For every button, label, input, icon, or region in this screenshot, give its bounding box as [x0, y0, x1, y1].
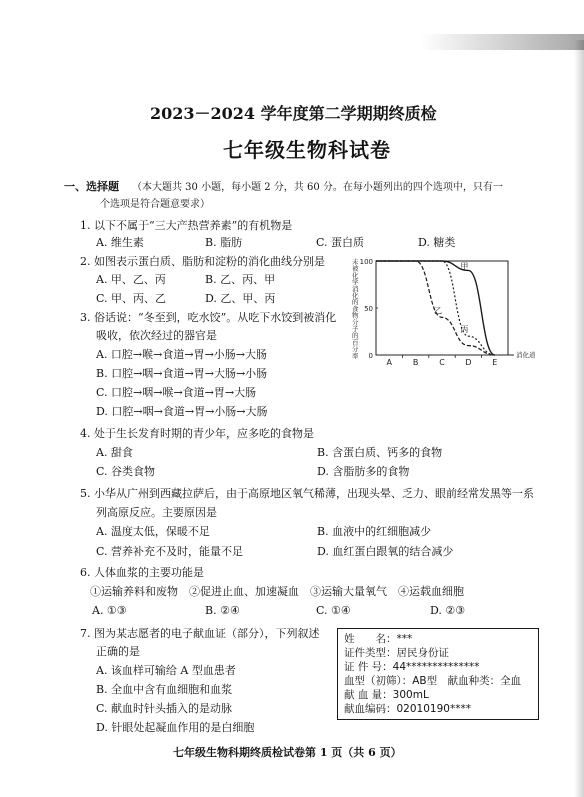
card-row-blood-type: 血型（初筛）：AB型 献血种类：全血	[344, 675, 522, 687]
q4-option-b: B. 含蛋白质、钙多的食物	[317, 446, 443, 459]
x-tick-label: E	[492, 358, 498, 367]
q1-option-a: A. 维生素	[96, 236, 144, 249]
q1-option-c: C. 蛋白质	[316, 236, 365, 249]
q2-option-d: D. 乙、甲、丙	[205, 292, 276, 305]
page-footer: 七年级生物科期终质检试卷第 1 页（共 6 页）	[173, 746, 402, 759]
question-5-stem-cont: 列高原反应。主要原因是	[96, 506, 217, 519]
q7-option-c: C. 献血时针头插入的是动脉	[96, 702, 233, 715]
series-label: 甲	[460, 262, 469, 271]
question-7-stem: 7. 图为某志愿者的电子献血证（部分），下列叙述	[80, 627, 320, 640]
y-axis-label: 未被化学消化的食物分子的百分率	[352, 258, 359, 360]
q7-option-d: D. 针眼处起凝血作用的是白细胞	[96, 721, 255, 734]
q6-option-d: D. ②③	[430, 604, 466, 617]
q6-option-c: C. ①④	[316, 604, 351, 617]
q4-option-a: A. 甜食	[96, 446, 133, 459]
section-heading: 一、选择题	[64, 180, 119, 193]
section-note-line2: 个选项是符合题意要求）	[100, 199, 210, 210]
q7-option-a: A. 该血样可输给 A 型血患者	[96, 664, 236, 677]
chart-svg	[348, 255, 548, 370]
question-6-stem: 6. 人体血浆的主要功能是	[80, 566, 204, 579]
q3-option-b: B. 口腔→咽→食道→胃→大肠→小肠	[96, 367, 268, 380]
blood-donation-card	[337, 628, 539, 720]
card-row-id-type: 证件类型：居民身份证	[344, 647, 449, 659]
q6-option-a: A. ①③	[92, 604, 127, 617]
q5-option-d: D. 血红蛋白跟氧的结合减少	[317, 545, 454, 558]
question-4-stem: 4. 处于生长发育时期的青少年，应多吃的食物是	[80, 427, 314, 440]
section-note-line1: （本大题共 30 小题，每小题 2 分，共 60 分。在每小题列出的四个选项中，只有一	[132, 182, 503, 193]
card-row-volume: 献 血 量：300mL	[344, 689, 429, 701]
x-tick-label: A	[386, 358, 392, 367]
card-row-code: 献血编码：02010190****	[344, 703, 471, 715]
x-tick-label: D	[465, 358, 472, 367]
card-row-name: 姓 名：***	[344, 633, 413, 645]
exam-year-line: 2023－2024 学年度第二学期期终质检	[150, 104, 437, 123]
q3-option-a: A. 口腔→喉→食道→胃→小肠→大肠	[96, 348, 268, 361]
chart-axes	[376, 261, 514, 355]
x-tick-label: C	[439, 358, 445, 367]
y-tick-label: 0	[368, 352, 373, 360]
q6-option-b: B. ②④	[205, 604, 240, 617]
q3-option-d: D. 口腔→咽→食道→胃→小肠→大肠	[96, 405, 268, 418]
series-label: 丙	[460, 325, 469, 335]
q5-option-b: B. 血液中的红细胞减少	[317, 525, 432, 538]
question-3-stem: 3. 俗话说：“冬至到，吃水饺”。从吃下水饺到被消化	[80, 311, 337, 324]
y-tick-label: 100	[359, 258, 373, 266]
chart-ticks	[360, 258, 536, 367]
x-axis-label: 消化道	[516, 351, 536, 359]
series-label: 乙	[434, 306, 442, 316]
q1-option-b: B. 脂肪	[205, 236, 243, 249]
q2-option-a: A. 甲、乙、丙	[96, 273, 166, 286]
question-3-stem-cont: 吸收，依次经过的器官是	[96, 329, 217, 342]
question-6-statements: ①运输养料和废物 ②促进止血、加速凝血 ③运输大量氧气 ④运载血细胞	[90, 585, 464, 598]
q4-option-d: D. 含脂肪多的食物	[317, 465, 410, 478]
plot-frame	[376, 261, 508, 355]
card-row-id-number: 证 件 号：44**************	[344, 661, 480, 673]
digestion-curve-chart	[348, 255, 548, 370]
q2-option-b: B. 乙、丙、甲	[205, 273, 276, 286]
question-7-stem-cont: 正确的是	[96, 645, 140, 658]
question-2-stem: 2. 如图表示蛋白质、脂肪和淀粉的消化曲线分别是	[80, 255, 325, 268]
q3-option-c: C. 口腔→咽→喉→食道→胃→大肠	[96, 386, 257, 399]
q7-option-b: B. 全血中含有血细胞和血浆	[96, 683, 233, 696]
q4-option-c: C. 谷类食物	[96, 465, 156, 478]
question-5-stem: 5. 小华从广州到西藏拉萨后，由于高原地区氧气稀薄，出现头晕、乏力、眼前经常发黑等一系	[80, 487, 534, 500]
q5-option-a: A. 温度太低，保暖不足	[96, 525, 210, 538]
y-tick-label: 50	[364, 305, 373, 313]
x-tick-label: B	[412, 358, 419, 367]
chart-lines	[376, 261, 495, 355]
q5-option-c: C. 营养补充不及时，能量不足	[96, 545, 244, 558]
q2-option-c: C. 甲、丙、乙	[96, 292, 167, 305]
exam-title: 七年级生物科试卷	[223, 138, 391, 162]
q1-option-d: D. 糖类	[418, 236, 456, 249]
question-1-stem: 1. 以下不属于“三大产热营养素”的有机物是	[80, 219, 293, 232]
